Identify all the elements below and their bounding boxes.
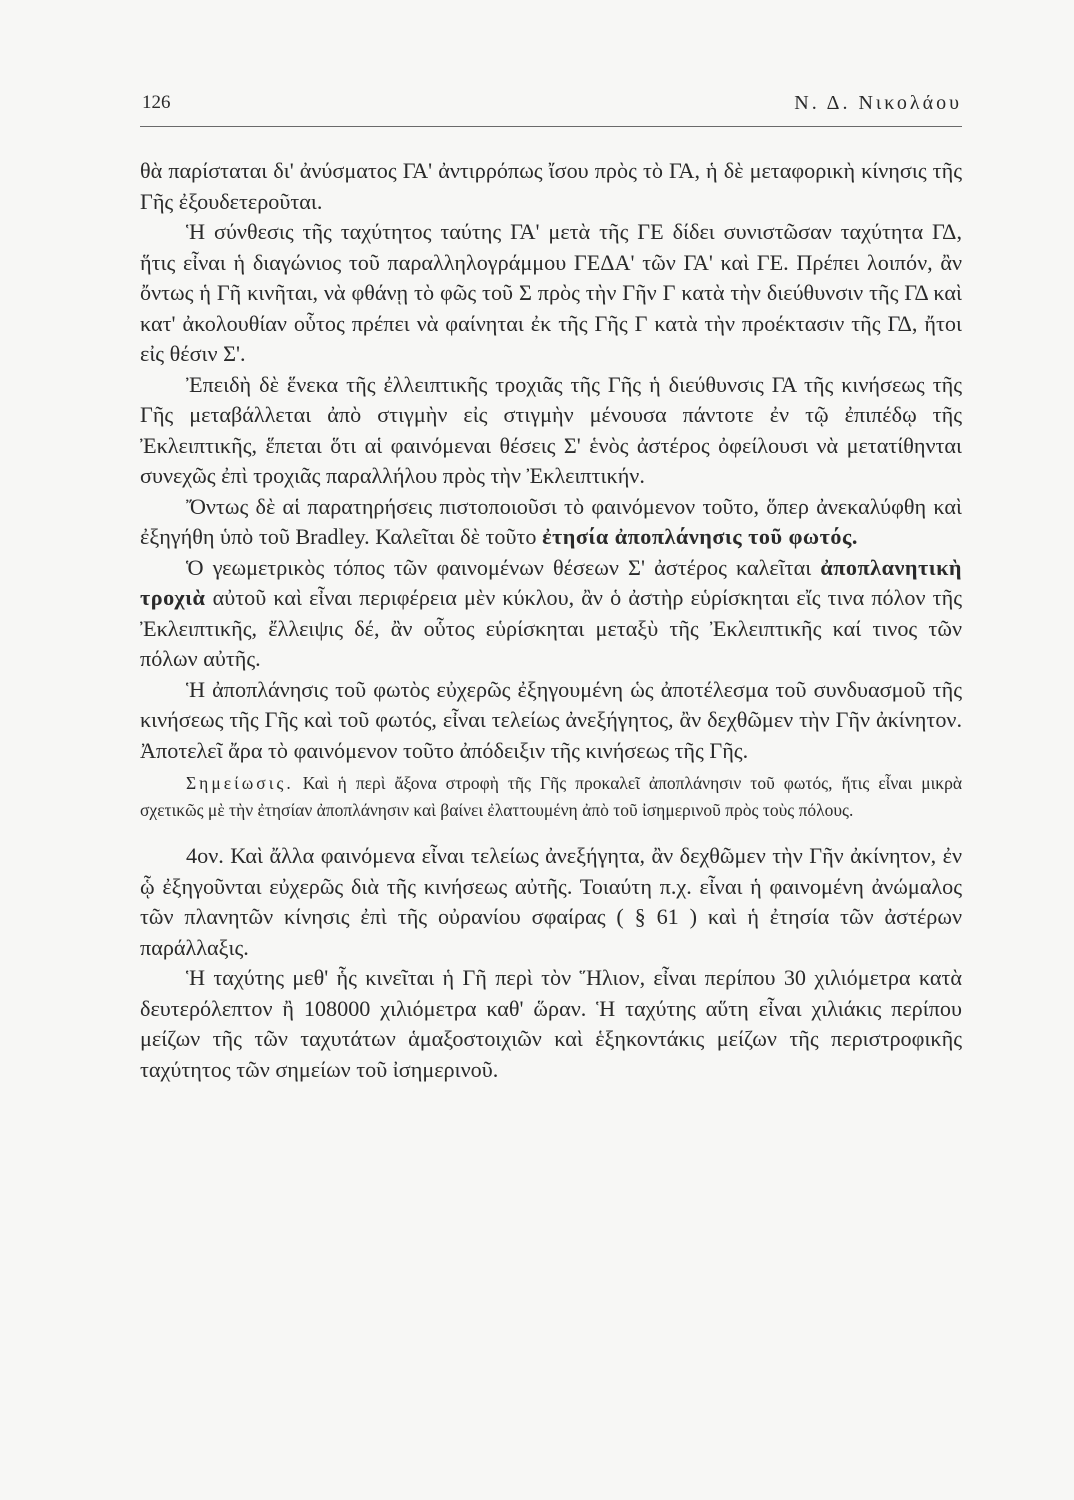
paragraph-7: 4ον. Καὶ ἄλλα φαινόμενα εἶναι τελείως ἀνεξήγητα, ἂν δεχθῶμεν τὴν Γῆν ἀκίνητον, ἐν ᾧ ἐξηγοῦνται εὐχερῶς διὰ τῆς κινήσεως αὐτῆς. Τοιαύτη π.χ. εἶναι ἡ φαινομένη ἀνώμαλος τῶν πλανητῶν κίνησις ἐπὶ τῆς οὐρανίου σφαίρας ( § 61 ) καὶ ἡ ἐτησία τῶν ἀστέρων παράλλαξις. <box>140 843 962 960</box>
paragraph-1: θὰ παρίσταται δι' ἀνύσματος ΓΑ' ἀντιρρόπως ἴσου πρὸς τὸ ΓΑ, ἡ δὲ μεταφορικὴ κίνησις τῆς Γῆς ἐξουδετεροῦται. <box>140 158 962 214</box>
paragraph-4-term: ἐτησία ἀποπλάνησις τοῦ φωτός. <box>542 524 858 549</box>
note <box>140 770 962 823</box>
paragraph-4 <box>140 492 962 553</box>
paragraph-2: Ἡ σύνθεσις τῆς ταχύτητος ταύτης ΓΑ' μετὰ τῆς ΓΕ δίδει συνιστῶσαν ταχύτητα ΓΔ, ἥτις εἶναι ἡ διαγώνιος τοῦ παραλληλογράμμου ΓΕΔΑ' τῶν ΓΑ' καὶ ΓΕ. Πρέπει λοιπόν, ἂν ὄντως ἡ Γῆ κινῆται, νὰ φθάνῃ τὸ φῶς τοῦ Σ πρὸς τὴν Γῆν Γ κατὰ τὴν διεύθυνσιν τῆς ΓΔ καὶ κατ' ἀκολουθίαν οὗτος πρέπει νὰ φαίνηται ἐκ τῆς Γῆς Γ κατὰ τὴν προέκτασιν τῆς ΓΔ, ἤτοι εἰς θέσιν Σ'. <box>140 219 962 366</box>
page-header <box>140 92 962 127</box>
note-text: Καὶ ἡ περὶ ἄξονα στροφὴ τῆς Γῆς προκαλεῖ ἀποπλάνησιν τοῦ φωτός, ἥτις εἶναι μικρὰ σχετικῶς μὲ τὴν ἐτησίαν ἀποπλάνησιν καὶ βαίνει ἐλαττουμένη ἀπὸ τοῦ ἰσημερινοῦ πρὸς τοὺς πόλους. <box>140 773 963 820</box>
paragraph-3: Ἐπειδὴ δὲ ἕνεκα τῆς ἐλλειπτικῆς τροχιᾶς τῆς Γῆς ἡ διεύθυνσις ΓΑ τῆς κινήσεως τῆς Γῆς μεταβάλλεται ἀπὸ στιγμὴν εἰς στιγμὴν μένουσα πάντοτε ἐν τῷ ἐπιπέδῳ τῆς Ἐκλειπτικῆς, ἕπεται ὅτι αἱ φαινόμεναι θέσεις Σ' ἑνὸς ἀστέρος ὀφείλουσι νὰ μετατίθηνται συνεχῶς ἐπὶ τροχιᾶς παραλλήλου πρὸς τὴν Ἐκλειπτικήν. <box>140 371 962 488</box>
page-number: 126 <box>142 92 171 113</box>
paragraph-5-term: ἀποπλανητικὴ τροχιὰ <box>140 554 962 610</box>
running-head: Ν. Δ. Νικολάου <box>794 92 962 114</box>
page-body <box>140 156 962 1085</box>
paragraph-5-before: Ὁ γεωμετρικὸς τόπος τῶν φαινομένων θέσεων Σ' ἀστέρος καλεῖται <box>186 554 812 580</box>
paragraph-4-text: Ὄντως δὲ αἱ παρατηρήσεις πιστοποιοῦσι τὸ φαινόμενον τοῦτο, ὅπερ ἀνεκαλύφθη καὶ ἐξηγήθη ὑπὸ τοῦ Bradley. Καλεῖται δὲ τοῦτο <box>140 493 962 549</box>
note-label: Σημείωσις. <box>186 773 294 793</box>
paragraph-5-after: αὐτοῦ καὶ εἶναι περιφέρεια μὲν κύκλου, ἂν ὁ ἀστὴρ εὑρίσκηται εἴς τινα πόλον τῆς Ἐκλειπτικῆς, ἔλλειψις δέ, ἂν οὗτος εὑρίσκηται μεταξὺ τῆς Ἐκλειπτικῆς καί τινος τῶν πόλων αὐτῆς. <box>140 585 962 671</box>
paragraph-8: Ἡ ταχύτης μεθ' ἧς κινεῖται ἡ Γῆ περὶ τὸν Ἥλιον, εἶναι περίπου 30 χιλιόμετρα κατὰ δευτερόλεπτον ἢ 108000 χιλιόμετρα καθ' ὥραν. Ἡ ταχύτης αὕτη εἶναι χιλιάκις περίπου μείζων τῆς τῶν ταχυτάτων ἁμαξοστοιχιῶν καὶ ἑξηκοντάκις μείζων τῆς περιστροφικῆς ταχύτητος τῶν σημείων τοῦ ἰσημερινοῦ. <box>140 965 962 1082</box>
paragraph-5 <box>140 553 962 675</box>
paragraph-6: Ἡ ἀποπλάνησις τοῦ φωτὸς εὐχερῶς ἐξηγουμένη ὡς ἀποτέλεσμα τοῦ συνδυασμοῦ τῆς κινήσεως τῆς Γῆς καὶ τοῦ φωτός, εἶναι τελείως ἀνεξήγητος, ἂν δεχθῶμεν τὴν Γῆν ἀκίνητον. Ἀποτελεῖ ἄρα τὸ φαινόμενον τοῦτο ἀπόδειξιν τῆς κινήσεως τῆς Γῆς. <box>140 676 962 763</box>
